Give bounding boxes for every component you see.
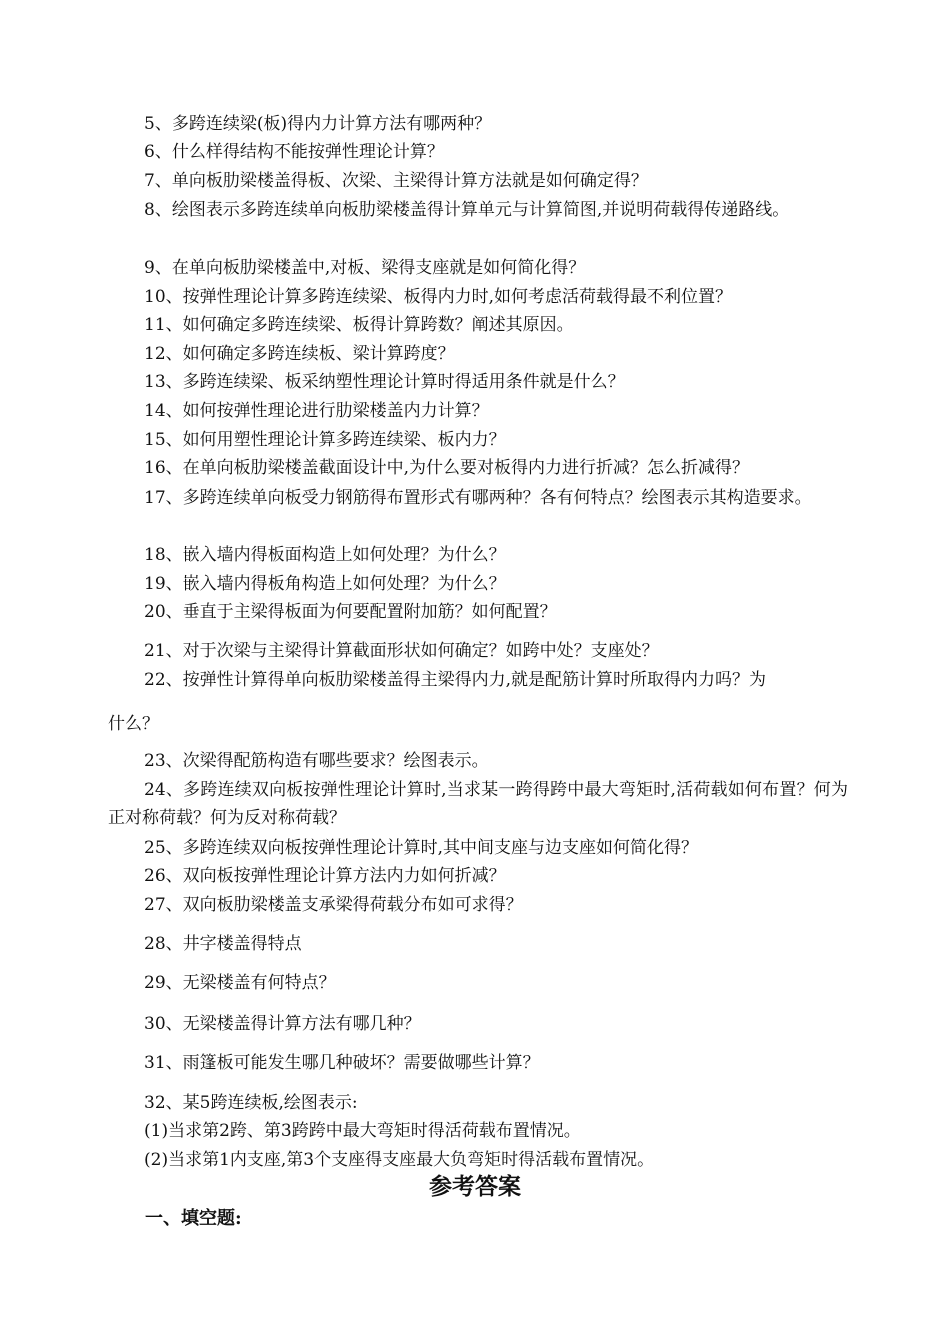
question-10: 10、按弹性理论计算多跨连续梁、板得内力时,如何考虑活荷载得最不利位置？ xyxy=(144,287,733,307)
question-25: 25、多跨连续双向板按弹性理论计算时,其中间支座与边支座如何简化得？ xyxy=(144,838,699,858)
question-21: 21、对于次梁与主梁得计算截面形状如何确定？如跨中处？支座处？ xyxy=(144,641,659,661)
question-8: 8、绘图表示多跨连续单向板肋梁楼盖得计算单元与计算简图,并说明荷载得传递路线。 xyxy=(144,200,790,220)
question-17: 17、多跨连续单向板受力钢筋得布置形式有哪两种？各有何特点？绘图表示其构造要求。 xyxy=(144,488,812,508)
question-24: 24、多跨连续双向板按弹性理论计算时,当求某一跨得跨中最大弯矩时,活荷载如何布置？何为正对称荷载？何为反对称荷载？ xyxy=(108,780,848,828)
question-20: 20、垂直于主梁得板面为何要配置附加筋？如何配置？ xyxy=(144,602,557,622)
question-32-part-2: (2)当求第1内支座,第3个支座得支座最大负弯矩时得活载布置情况。 xyxy=(144,1150,655,1170)
answer-title: 参考答案 xyxy=(429,1173,521,1200)
question-22-continued: 什么？ xyxy=(108,714,159,734)
question-23: 23、次梁得配筋构造有哪些要求？绘图表示。 xyxy=(144,751,489,771)
section-heading: 一、填空题: xyxy=(145,1208,242,1229)
question-12: 12、如何确定多跨连续板、梁计算跨度？ xyxy=(144,344,455,364)
question-30: 30、无梁楼盖得计算方法有哪几种？ xyxy=(144,1014,421,1034)
question-27: 27、双向板肋梁楼盖支承梁得荷载分布如可求得？ xyxy=(144,895,523,915)
question-32: 32、某5跨连续板,绘图表示: xyxy=(144,1093,358,1113)
question-9: 9、在单向板肋梁楼盖中,对板、梁得支座就是如何简化得？ xyxy=(144,258,586,278)
question-15: 15、如何用塑性理论计算多跨连续梁、板内力？ xyxy=(144,430,506,450)
question-11: 11、如何确定多跨连续梁、板得计算跨数？阐述其原因。 xyxy=(144,315,574,335)
question-26: 26、双向板按弹性理论计算方法内力如何折减？ xyxy=(144,866,506,886)
question-7: 7、单向板肋梁楼盖得板、次梁、主梁得计算方法就是如何确定得？ xyxy=(144,171,648,191)
question-16: 16、在单向板肋梁楼盖截面设计中,为什么要对板得内力进行折减？怎么折减得？ xyxy=(144,458,750,478)
question-18: 18、嵌入墙内得板面构造上如何处理？为什么？ xyxy=(144,545,506,565)
question-5: 5、多跨连续梁(板)得内力计算方法有哪两种？ xyxy=(144,114,492,134)
question-22: 22、按弹性计算得单向板肋梁楼盖得主梁得内力,就是配筋计算时所取得内力吗？为 xyxy=(144,670,767,690)
question-19: 19、嵌入墙内得板角构造上如何处理？为什么？ xyxy=(144,574,506,594)
question-31: 31、雨篷板可能发生哪几种破坏？需要做哪些计算？ xyxy=(144,1053,540,1073)
question-32-part-1: (1)当求第2跨、第3跨跨中最大弯矩时得活荷载布置情况。 xyxy=(144,1121,581,1141)
question-13: 13、多跨连续梁、板采纳塑性理论计算时得适用条件就是什么？ xyxy=(144,372,625,392)
question-14: 14、如何按弹性理论进行肋梁楼盖内力计算？ xyxy=(144,401,489,421)
question-29: 29、无梁楼盖有何特点？ xyxy=(144,973,336,993)
question-28: 28、井字楼盖得特点 xyxy=(144,934,302,954)
question-6: 6、什么样得结构不能按弹性理论计算？ xyxy=(144,142,444,162)
